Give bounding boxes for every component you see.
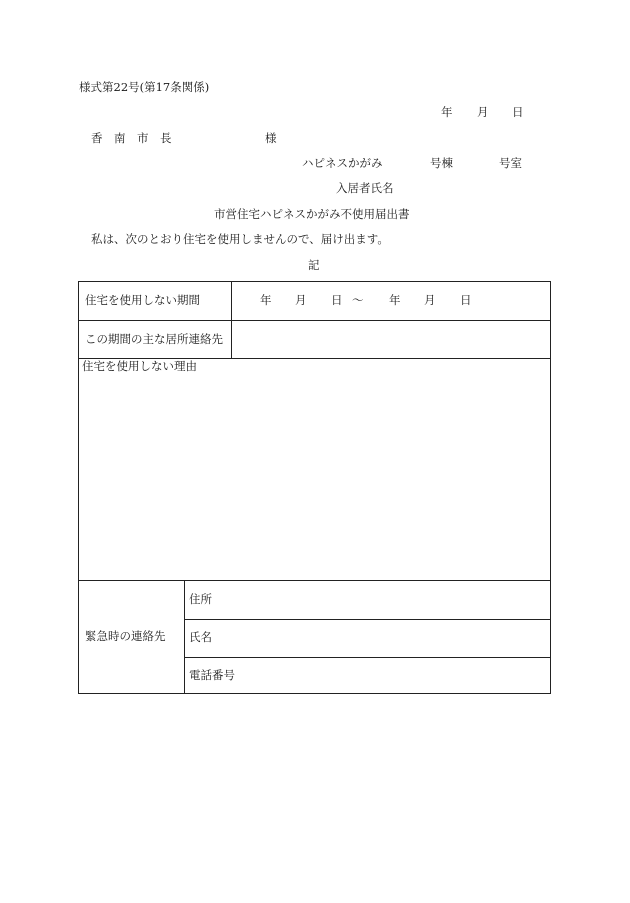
date-day-label: 日 xyxy=(512,105,524,119)
form-number: 様式第22号(第17条関係) xyxy=(79,80,210,94)
application-table xyxy=(78,281,551,694)
period-to-day: 日 xyxy=(460,293,472,307)
applicant-building: ハピネスかがみ xyxy=(302,156,383,170)
period-from-month: 月 xyxy=(295,293,307,307)
period-label: 住宅を使用しない期間 xyxy=(85,293,200,307)
emergency-contact-label: 緊急時の連絡先 xyxy=(85,629,166,643)
document-title: 市営住宅ハピネスかがみ不使用届出書 xyxy=(214,207,410,221)
ki-label: 記 xyxy=(308,258,320,272)
period-from-day: 日 xyxy=(331,293,343,307)
period-tilde: 〜 xyxy=(352,293,364,307)
row-divider xyxy=(79,580,550,581)
row-divider xyxy=(184,619,550,620)
row-divider xyxy=(79,320,550,321)
column-divider xyxy=(184,580,185,693)
date-month-label: 月 xyxy=(477,105,489,119)
emergency-address-label: 住所 xyxy=(189,592,212,606)
applicant-room-suffix: 号室 xyxy=(499,156,522,170)
column-divider xyxy=(231,282,232,358)
date-year-label: 年 xyxy=(441,105,453,119)
addressee-honorific: 様 xyxy=(265,131,277,145)
body-text: 私は、次のとおり住宅を使用しませんので、届け出ます。 xyxy=(91,232,389,246)
period-to-month: 月 xyxy=(424,293,436,307)
addressee-name: 香 南 市 長 xyxy=(91,131,172,145)
reason-label: 住宅を使用しない理由 xyxy=(82,359,197,373)
applicant-block-suffix: 号棟 xyxy=(430,156,453,170)
period-to-year: 年 xyxy=(389,293,401,307)
emergency-name-label: 氏名 xyxy=(189,630,212,644)
applicant-name-label: 入居者氏名 xyxy=(336,181,394,195)
contact-label: この期間の主な居所連絡先 xyxy=(85,332,223,346)
row-divider xyxy=(184,657,550,658)
emergency-phone-label: 電話番号 xyxy=(189,668,235,682)
period-from-year: 年 xyxy=(260,293,272,307)
